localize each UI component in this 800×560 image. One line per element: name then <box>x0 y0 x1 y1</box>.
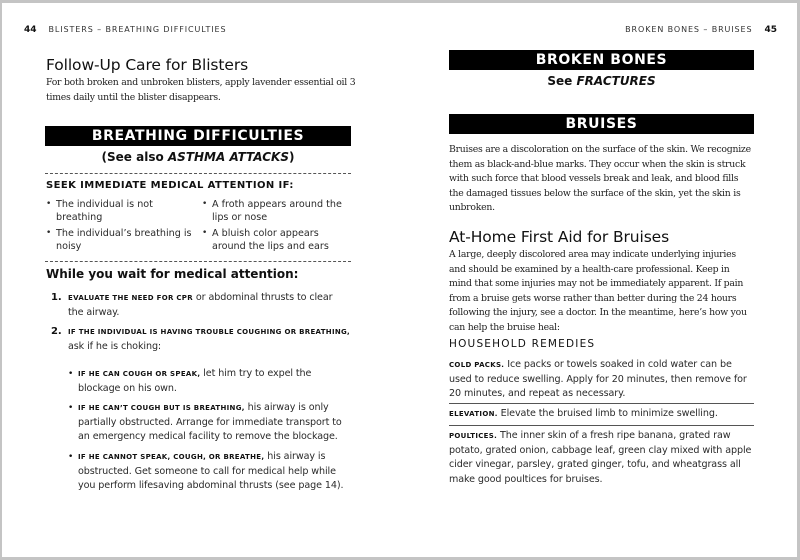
step-number: 2. <box>51 326 62 337</box>
remedy-elevation: ELEVATION. Elevate the bruised limb to minimize swelling. <box>449 408 718 419</box>
list-item: • The individual’s breathing is noisy <box>46 227 196 253</box>
see-also-link[interactable]: ASTHMA ATTACKS <box>167 150 289 164</box>
bullet-icon: • <box>68 369 74 379</box>
right-page <box>402 3 797 557</box>
running-head-right <box>625 25 777 35</box>
wait-heading: While you wait for medical attention: <box>46 267 299 281</box>
followup-title: Follow-Up Care for Blisters <box>46 56 249 74</box>
dashed-divider <box>45 173 351 174</box>
breathing-see-also: (See also ASTHMA ATTACKS) <box>101 150 295 164</box>
broken-bones-banner: BROKEN BONES <box>449 50 754 70</box>
dashed-divider <box>45 261 351 262</box>
first-aid-title: At-Home First Aid for Bruises <box>449 228 670 246</box>
running-head-text: BROKEN BONES – BRUISES <box>625 25 753 34</box>
book-spread <box>2 3 797 557</box>
bruises-intro: Bruises are a discoloration on the surface of the skin. We recognize them as black-and-blue marks. They occur when the skin is struck with such force that blood vessels break and leak, and blood fills the damaged tissues below the surface of the skin, yet the skin is unbroken. <box>449 144 751 213</box>
left-page: 44 BLISTERS – BREATHING DIFFICULTIES Follow-Up Care for Blisters For both broken and unbroken blisters, apply lavender essential oil 3 times daily until the blister disappears. BREATHING DIFFICULTIES (See also ASTHMA ATTACKS) SEEK IMMEDIATE MEDICAL ATTENTION IF: • The individual is not breathing • The individual’s breathing is noisy • A froth appears around the lips or nose • A bluish color appears around the lips and ears While you wait for medical attention: 1. EVALUATE THE NEED FOR CPR or abdominal thrusts to clear the airway. 2. IF THE INDIVIDUAL IS HAVING TROUBLE COUGHING OR BREATHING, ask if he is choking: • IF HE CAN COUGH OR SPEAK, let him try to expel the blockage on his own. • IF HE CAN’T COUGH BUT IS BREATHING, his airway is only partially obstructed. Arrange for immediate transport to an emergency medical facility to remove the blockage. • IF HE CANNOT SPEAK, COUGH, OR BREATHE, his airway is obstructed. Get someone to call for medical help while you perform lifesaving abdominal thrusts (see page 14). <box>2 3 402 557</box>
broken-bones-see: See FRACTURES <box>547 74 656 88</box>
list-item: • The individual is not breathing <box>46 198 196 224</box>
list-item: • A bluish color appears around the lips and ears <box>202 227 354 253</box>
followup-body: For both broken and unbroken blisters, apply lavender essential oil 3 times daily until the blister disappears. <box>46 77 356 103</box>
household-remedies-heading: HOUSEHOLD REMEDIES <box>449 338 596 350</box>
bullet-icon: • <box>68 403 74 413</box>
list-item: • A froth appears around the lips or nose <box>202 198 354 224</box>
seek-list-col1 <box>46 198 196 256</box>
bullet-icon: • <box>68 452 74 462</box>
first-aid-body: A large, deeply discolored area may indicate underlying injuries and should be examined by a health-care professional. Keep in mind that some injuries may not be immediately apparent. If pain from a bruise gets worse rather than better during the 24 hours following the injury, see a doctor. In the meantime, here’s how you can help the bruise heal: <box>449 249 747 333</box>
divider <box>449 403 754 404</box>
remedy-cold-packs: COLD PACKS. Ice packs or towels soaked in cold water can be used to reduce swelling. Apply for 20 minutes, then remove for 20 minutes, and repeat as necessary. <box>449 359 747 399</box>
step-number: 1. <box>51 292 62 303</box>
remedy-poultices: POULTICES. The inner skin of a fresh ripe banana, grated raw potato, grated onion, cabbage leaf, green clay mixed with apple cider vinegar, parsley, grated ginger, tofu, and wheatgrass all make good poultices for bruises. <box>449 430 752 485</box>
page-number: 44 <box>24 25 37 35</box>
bruises-banner: BRUISES <box>449 114 754 134</box>
running-head-text: BLISTERS – BREATHING DIFFICULTIES <box>48 25 227 34</box>
seek-attention-heading: SEEK IMMEDIATE MEDICAL ATTENTION IF: <box>46 180 294 191</box>
breathing-banner: BREATHING DIFFICULTIES <box>45 126 351 146</box>
running-head-left <box>24 25 226 35</box>
see-fractures-link[interactable]: FRACTURES <box>576 74 656 88</box>
page-number: 45 <box>764 25 777 35</box>
divider <box>449 425 754 426</box>
seek-list-col2 <box>202 198 354 256</box>
